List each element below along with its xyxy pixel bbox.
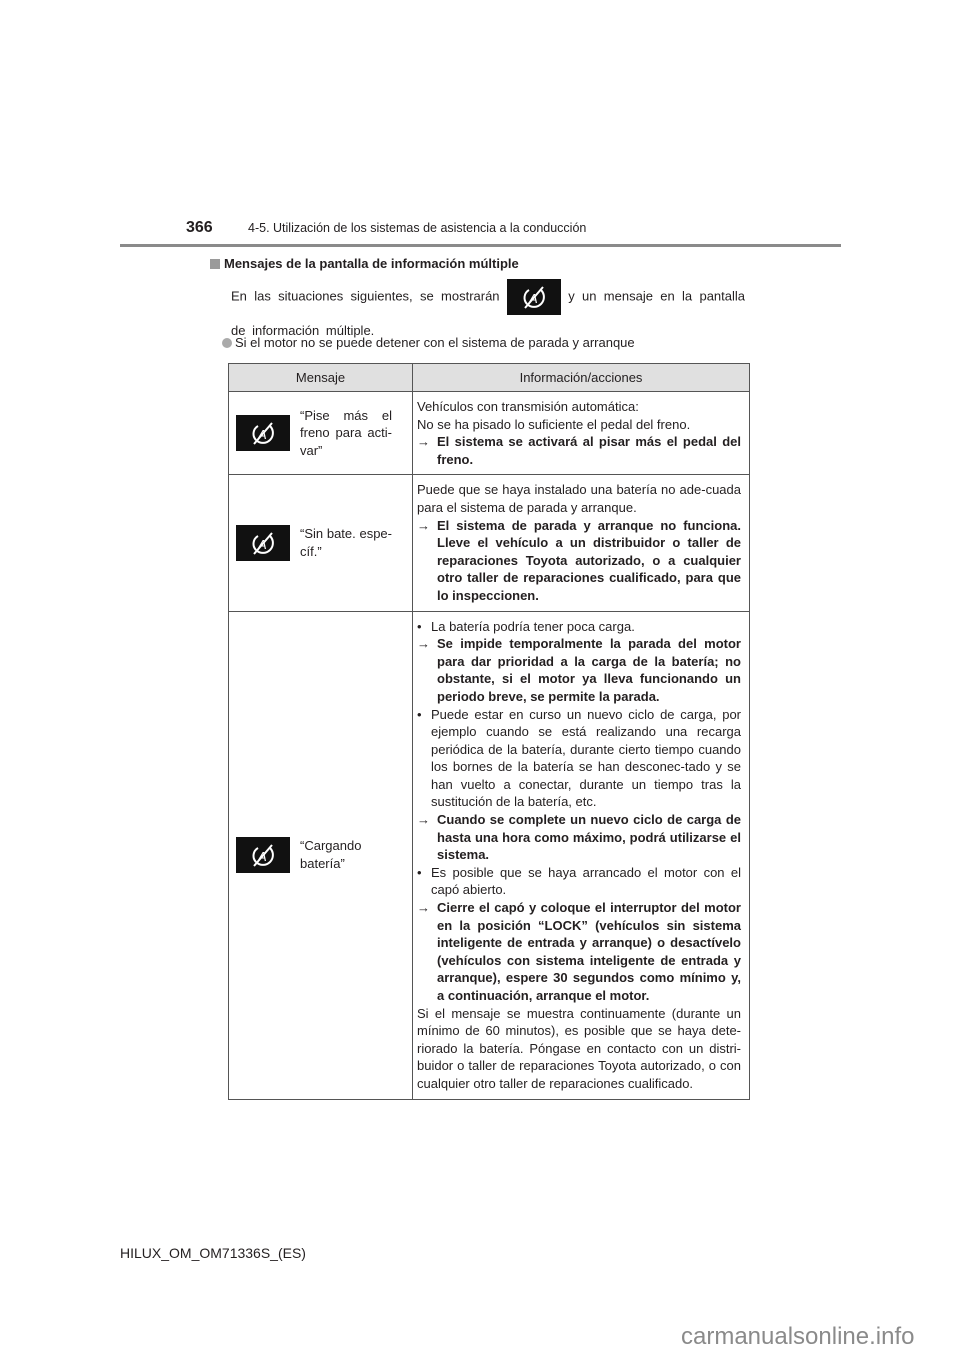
action-text: El sistema se activará al pisar más el pedal del freno.	[437, 434, 741, 467]
intro-after: y un mensaje en la pantalla de información múltiple.	[231, 288, 745, 338]
svg-text:A: A	[258, 427, 267, 443]
action-item	[417, 433, 741, 468]
action-text: El sistema de parada y arranque no funciona. Lleve el vehículo a un distribuidor o taller de reparaciones Toyota autorizado, o a cualquier otro taller de reparaciones cualificado, para que lo inspeccionen.	[437, 517, 741, 603]
stop-start-off-icon	[507, 279, 561, 315]
header-message: Mensaje	[229, 364, 413, 392]
table-row	[229, 475, 750, 611]
header-rule	[120, 244, 841, 247]
message-cell	[229, 392, 413, 475]
arrow-icon: →	[417, 812, 430, 828]
table-row	[229, 611, 750, 1099]
section-title-text: Mensajes de la pantalla de información múltiple	[224, 256, 519, 271]
arrow-icon: →	[417, 517, 430, 533]
info-text: No se ha pisado lo suficiente el pedal del freno.	[417, 416, 691, 432]
stop-start-off-icon	[236, 525, 290, 561]
chapter-title: 4-5. Utilización de los sistemas de asistencia a la conducción	[248, 221, 587, 235]
action-item	[417, 517, 741, 605]
watermark: carmanualsonline.info	[681, 1323, 915, 1350]
action-item	[417, 635, 741, 705]
dot-item	[417, 706, 741, 812]
dot-text: Es posible que se haya arrancado el motor con el capó abierto.	[431, 864, 741, 898]
round-bullet-icon	[222, 338, 232, 348]
svg-text:A: A	[258, 536, 267, 552]
dot-item	[417, 618, 741, 636]
dot-bullet: •	[417, 864, 422, 880]
action-text: Cierre el capó y coloque el interruptor del motor en la posición “LOCK” (vehículos sin sistema inteligente de entrada y arranque) o desactívelo (vehículos con sistema inteligente de entrada y arranque), espere 30 segundos como mínimo y, a continuación, arranque el motor.	[437, 900, 741, 1003]
square-bullet-icon	[210, 259, 220, 269]
dot-item	[417, 864, 741, 899]
svg-text:A: A	[528, 291, 538, 306]
arrow-icon: →	[417, 636, 430, 652]
dot-text: Puede estar en curso un nuevo ciclo de carga, por ejemplo cuando se está realizando una recarga periódica de la batería, durante cierto tiempo cuando los bornes de la batería se han desconec-tado y se han vuelto a conectar, durante un tiempo tras la sustitución de la batería, etc.	[431, 706, 741, 810]
dot-bullet: •	[417, 618, 422, 634]
table-row	[229, 392, 750, 475]
bullet-text: Si el motor no se puede detener con el sistema de parada y arranque	[235, 335, 635, 350]
arrow-icon: →	[417, 434, 430, 450]
message-text: “Cargando batería”	[300, 838, 362, 872]
action-text: Cuando se complete un nuevo ciclo de carga de hasta una hora como máximo, podrá utilizarse el sistema.	[437, 812, 741, 863]
message-cell	[229, 475, 413, 611]
action-text: Se impide temporalmente la parada del motor para dar prioridad a la carga de la batería; no obstante, si el motor ya lleva funcionando un periodo breve, se permite la parada.	[437, 636, 741, 704]
action-item	[417, 811, 741, 864]
info-cell	[413, 611, 750, 1099]
message-text: “Pise más el freno para acti-var”	[300, 407, 392, 458]
section-title	[210, 256, 519, 271]
dot-text: La batería podría tener poca carga.	[431, 618, 635, 634]
info-text: Puede que se haya instalado una batería no ade-cuada para el sistema de parada y arranque.	[417, 482, 741, 515]
intro-before: En las situaciones siguientes, se mostrarán	[231, 288, 500, 304]
action-item	[417, 899, 741, 1005]
info-text: Si el mensaje se muestra continuamente (durante un mínimo de 60 minutos), es posible que se haya dete-riorado la batería. Póngase en contacto con un distri-buidor o taller de reparaciones Toyota autorizado, o con cualquier otro taller de reparaciones cualificado.	[417, 1005, 741, 1091]
arrow-icon: →	[417, 900, 430, 916]
message-cell	[229, 611, 413, 1099]
dot-bullet: •	[417, 706, 422, 722]
svg-text:A: A	[258, 849, 267, 865]
info-cell	[413, 475, 750, 611]
footer-code: HILUX_OM_OM71336S_(ES)	[120, 1245, 306, 1261]
header-info: Información/acciones	[413, 364, 750, 392]
bullet-heading	[222, 335, 635, 350]
info-cell	[413, 392, 750, 475]
messages-table	[228, 363, 750, 1100]
page-number: 366	[186, 219, 213, 236]
stop-start-off-icon	[236, 837, 290, 873]
info-text: Vehículos con transmisión automática:	[417, 399, 639, 414]
stop-start-off-icon	[236, 415, 290, 451]
message-text: “Sin bate. espe-cíf.”	[300, 526, 392, 559]
